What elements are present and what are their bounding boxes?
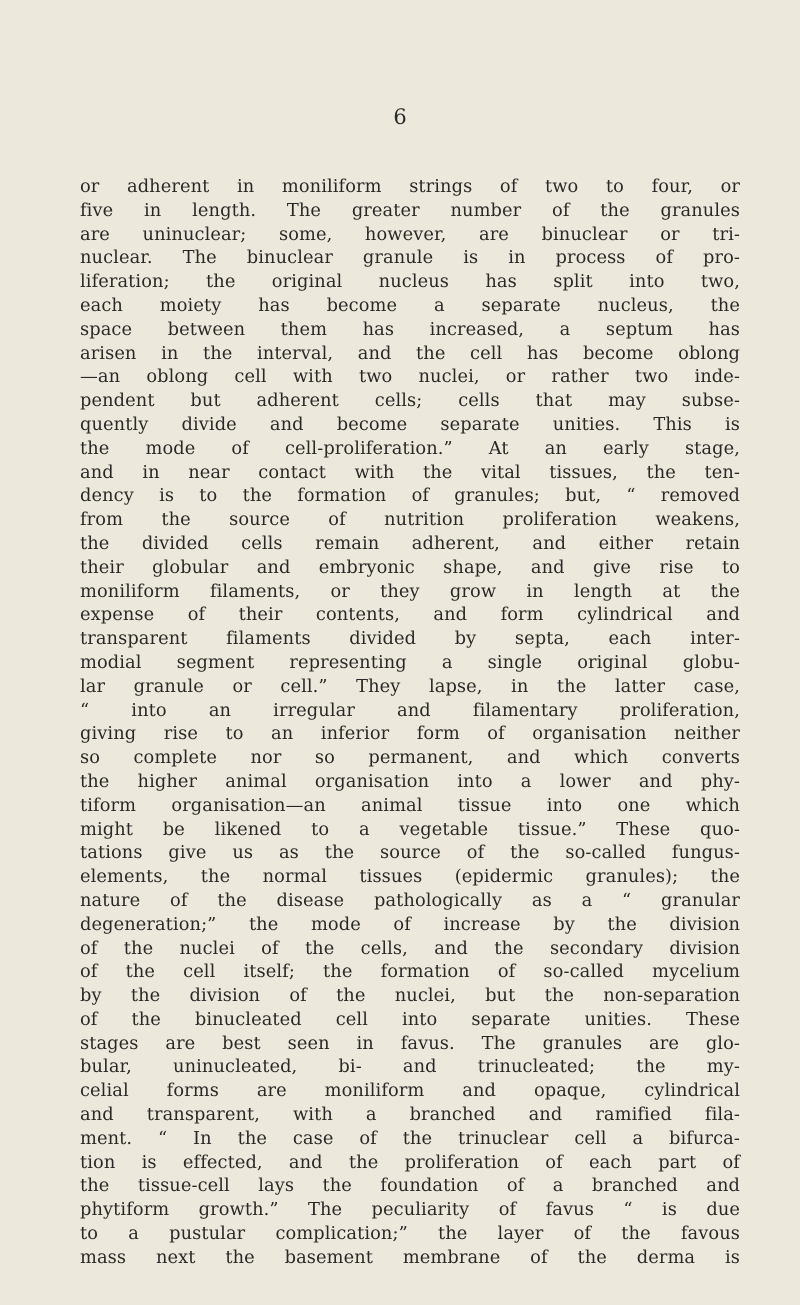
text-line: so complete nor so permanent, and which converts (80, 747, 740, 769)
text-line: to a pustular complication;” the layer of the favous (80, 1223, 740, 1245)
text-line: phytiform growth.” The peculiarity of favus “ is due (80, 1199, 740, 1221)
text-line: tiform organisation—an animal tissue into one which (80, 794, 740, 816)
text-line: expense of their contents, and form cylindrical and (80, 604, 740, 626)
text-line: ment. “ In the case of the trinuclear cell a bifurca- (80, 1127, 740, 1149)
text-line: of the binucleated cell into separate unities. These (80, 1008, 740, 1030)
page-number: 6 (393, 105, 407, 129)
text-line: and transparent, with a branched and ramified fila- (80, 1104, 740, 1126)
text-line: “ into an irregular and filamentary proliferation, (80, 699, 740, 721)
text-line: —an oblong cell with two nuclei, or rather two inde- (80, 366, 740, 388)
text-line: pendent but adherent cells; cells that may subse- (80, 390, 740, 412)
text-line: the tissue-cell lays the foundation of a branched and (80, 1175, 740, 1197)
text-line: moniliform filaments, or they grow in length at the (80, 580, 740, 602)
text-line: five in length. The greater number of the granules (80, 199, 740, 221)
text-line: nuclear. The binuclear granule is in process of pro- (80, 247, 740, 269)
text-line: and in near contact with the vital tissues, the ten- (80, 461, 740, 483)
text-line: quently divide and become separate unities. This is (80, 413, 740, 435)
text-line: degeneration;” the mode of increase by the division (80, 913, 740, 935)
text-line: bular, uninucleated, bi- and trinucleated; the my- (80, 1056, 740, 1078)
text-line: their globular and embryonic shape, and give rise to (80, 556, 740, 578)
text-line: space between them has increased, a septum has (80, 318, 740, 340)
text-line: dency is to the formation of granules; but, “ removed (80, 485, 740, 507)
text-line: transparent filaments divided by septa, each inter- (80, 628, 740, 650)
text-line: are uninuclear; some, however, are binuclear or tri- (80, 223, 740, 245)
text-line: modial segment representing a single original globu- (80, 651, 740, 673)
text-line: giving rise to an inferior form of organisation neither (80, 723, 740, 745)
text-line: each moiety has become a separate nucleus, the (80, 294, 740, 316)
text-line: celial forms are moniliform and opaque, cylindrical (80, 1080, 740, 1102)
text-line: the mode of cell-proliferation.” At an early stage, (80, 437, 740, 459)
text-line: the higher animal organisation into a lower and phy- (80, 770, 740, 792)
text-line: lar granule or cell.” They lapse, in the latter case, (80, 675, 740, 697)
text-line: arisen in the interval, and the cell has become oblong (80, 342, 740, 364)
text-line: nature of the disease pathologically as a “ granular (80, 889, 740, 911)
text-line: might be likened to a vegetable tissue.” These quo- (80, 818, 740, 840)
text-line: of the nuclei of the cells, and the secondary division (80, 937, 740, 959)
text-line: the divided cells remain adherent, and either retain (80, 532, 740, 554)
text-line: stages are best seen in favus. The granules are glo- (80, 1032, 740, 1054)
text-line: by the division of the nuclei, but the non-separation (80, 985, 740, 1007)
text-line: mass next the basement membrane of the derma is (80, 1246, 740, 1268)
text-line: from the source of nutrition proliferation weakens, (80, 509, 740, 531)
text-line: liferation; the original nucleus has split into two, (80, 271, 740, 293)
text-line: or adherent in moniliform strings of two to four, or (80, 176, 740, 197)
text-line: of the cell itself; the formation of so-called mycelium (80, 961, 740, 983)
text-line: elements, the normal tissues (epidermic granules); the (80, 866, 740, 888)
text-line: tations give us as the source of the so-called fungus- (80, 842, 740, 864)
text-line: tion is effected, and the proliferation of each part of (80, 1151, 740, 1173)
body-text (80, 175, 740, 1270)
